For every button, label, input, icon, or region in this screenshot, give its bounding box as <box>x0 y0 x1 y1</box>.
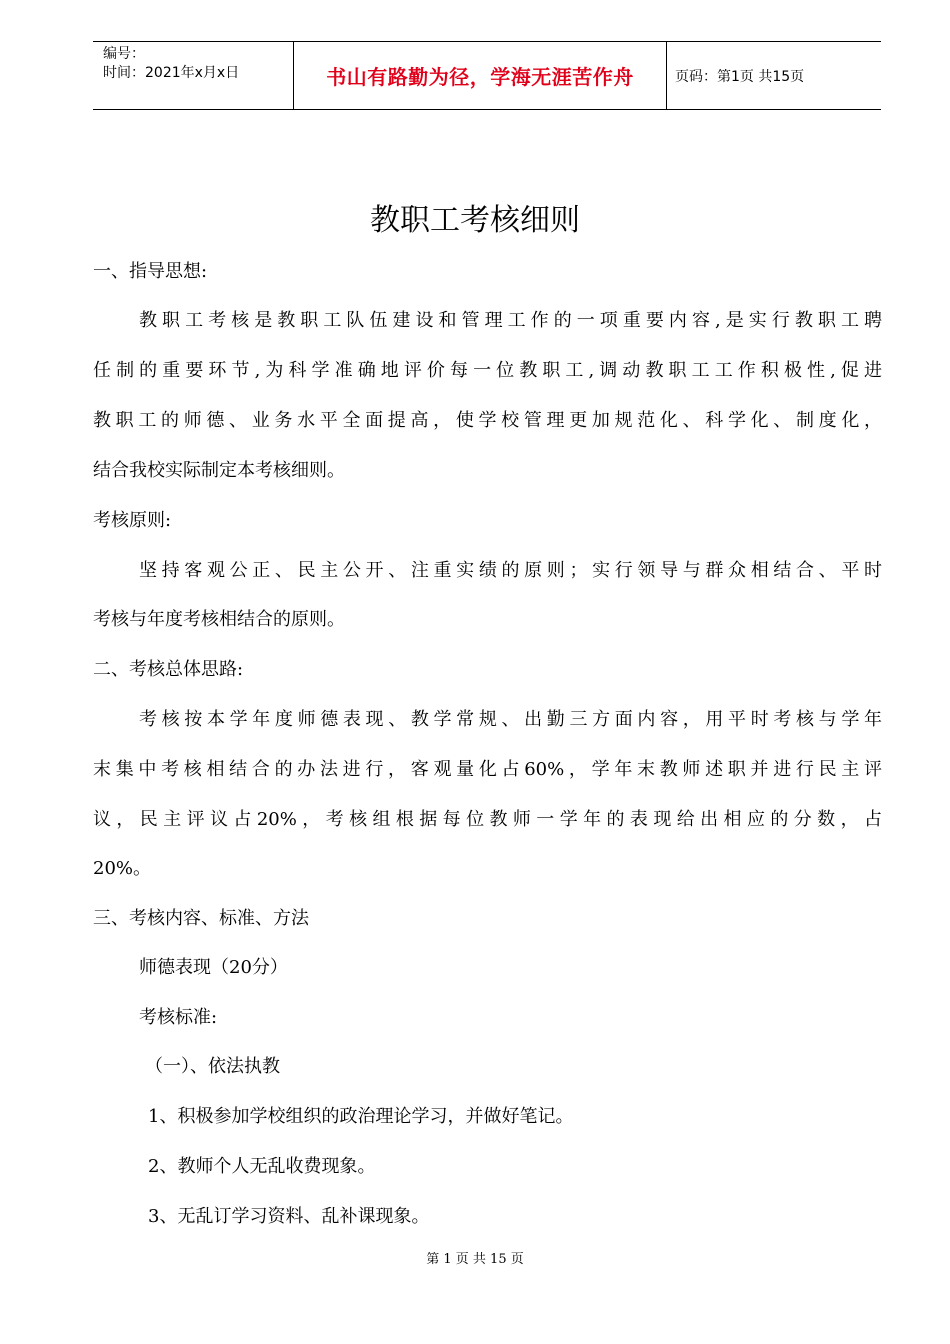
number-label: 编号： <box>103 46 145 62</box>
paragraph-line: 末集中考核相结合的办法进行，客观量化占60%，学年末教师述职并进行民主评 <box>93 759 882 780</box>
header-table <box>93 41 881 110</box>
paragraph-line: 考核按本学年度师德表现、教学常规、出勤三方面内容，用平时考核与学年 <box>139 709 882 730</box>
page-footer: 第 1 页 共 15 页 <box>426 1252 524 1267</box>
section-heading: 二、考核总体思路: <box>93 659 244 680</box>
list-item: 2、教师个人无乱收费现象。 <box>148 1156 376 1177</box>
subsection-heading: （一）、依法执教 <box>145 1056 280 1077</box>
paragraph-line: 教职工的师德、业务水平全面提高，使学校管理更加规范化、科学化、制度化， <box>93 410 882 431</box>
section-heading: 考核原则: <box>93 510 172 531</box>
header-info-cell <box>93 42 294 109</box>
paragraph-line: 教职工考核是教职工队伍建设和管理工作的一项重要内容,是实行教职工聘 <box>139 310 882 331</box>
paragraph-line: 议，民主评议占20%，考核组根据每位教师一学年的表现给出相应的分数，占 <box>93 809 882 830</box>
document-title: 教职工考核细则 <box>370 203 580 238</box>
list-item: 3、无乱订学习资料、乱补课现象。 <box>148 1206 430 1227</box>
subsection-heading: 考核标准: <box>139 1007 218 1028</box>
page-number-cell <box>667 42 881 109</box>
list-item: 1、积极参加学校组织的政治理论学习，并做好笔记。 <box>148 1106 574 1127</box>
paragraph-line: 结合我校实际制定本考核细则。 <box>93 460 345 481</box>
paragraph-line: 考核与年度考核相结合的原则。 <box>93 609 345 630</box>
page-label: 页码：第1页 共15页 <box>675 68 805 85</box>
motto-cell <box>294 42 667 109</box>
section-heading: 一、指导思想: <box>93 261 208 282</box>
date-label: 时间：2021年x月x日 <box>103 65 240 81</box>
paragraph-line: 20%。 <box>93 858 152 879</box>
paragraph-line: 任制的重要环节,为科学准确地评价每一位教职工,调动教职工工作积极性,促进 <box>93 360 882 381</box>
subsection-heading: 师德表现（20分） <box>139 957 288 978</box>
motto-text: 书山有路勤为径，学海无涯苦作舟 <box>326 65 634 89</box>
section-heading: 三、考核内容、标准、方法 <box>93 908 309 929</box>
paragraph-line: 坚持客观公正、民主公开、注重实绩的原则；实行领导与群众相结合、平时 <box>139 560 882 581</box>
